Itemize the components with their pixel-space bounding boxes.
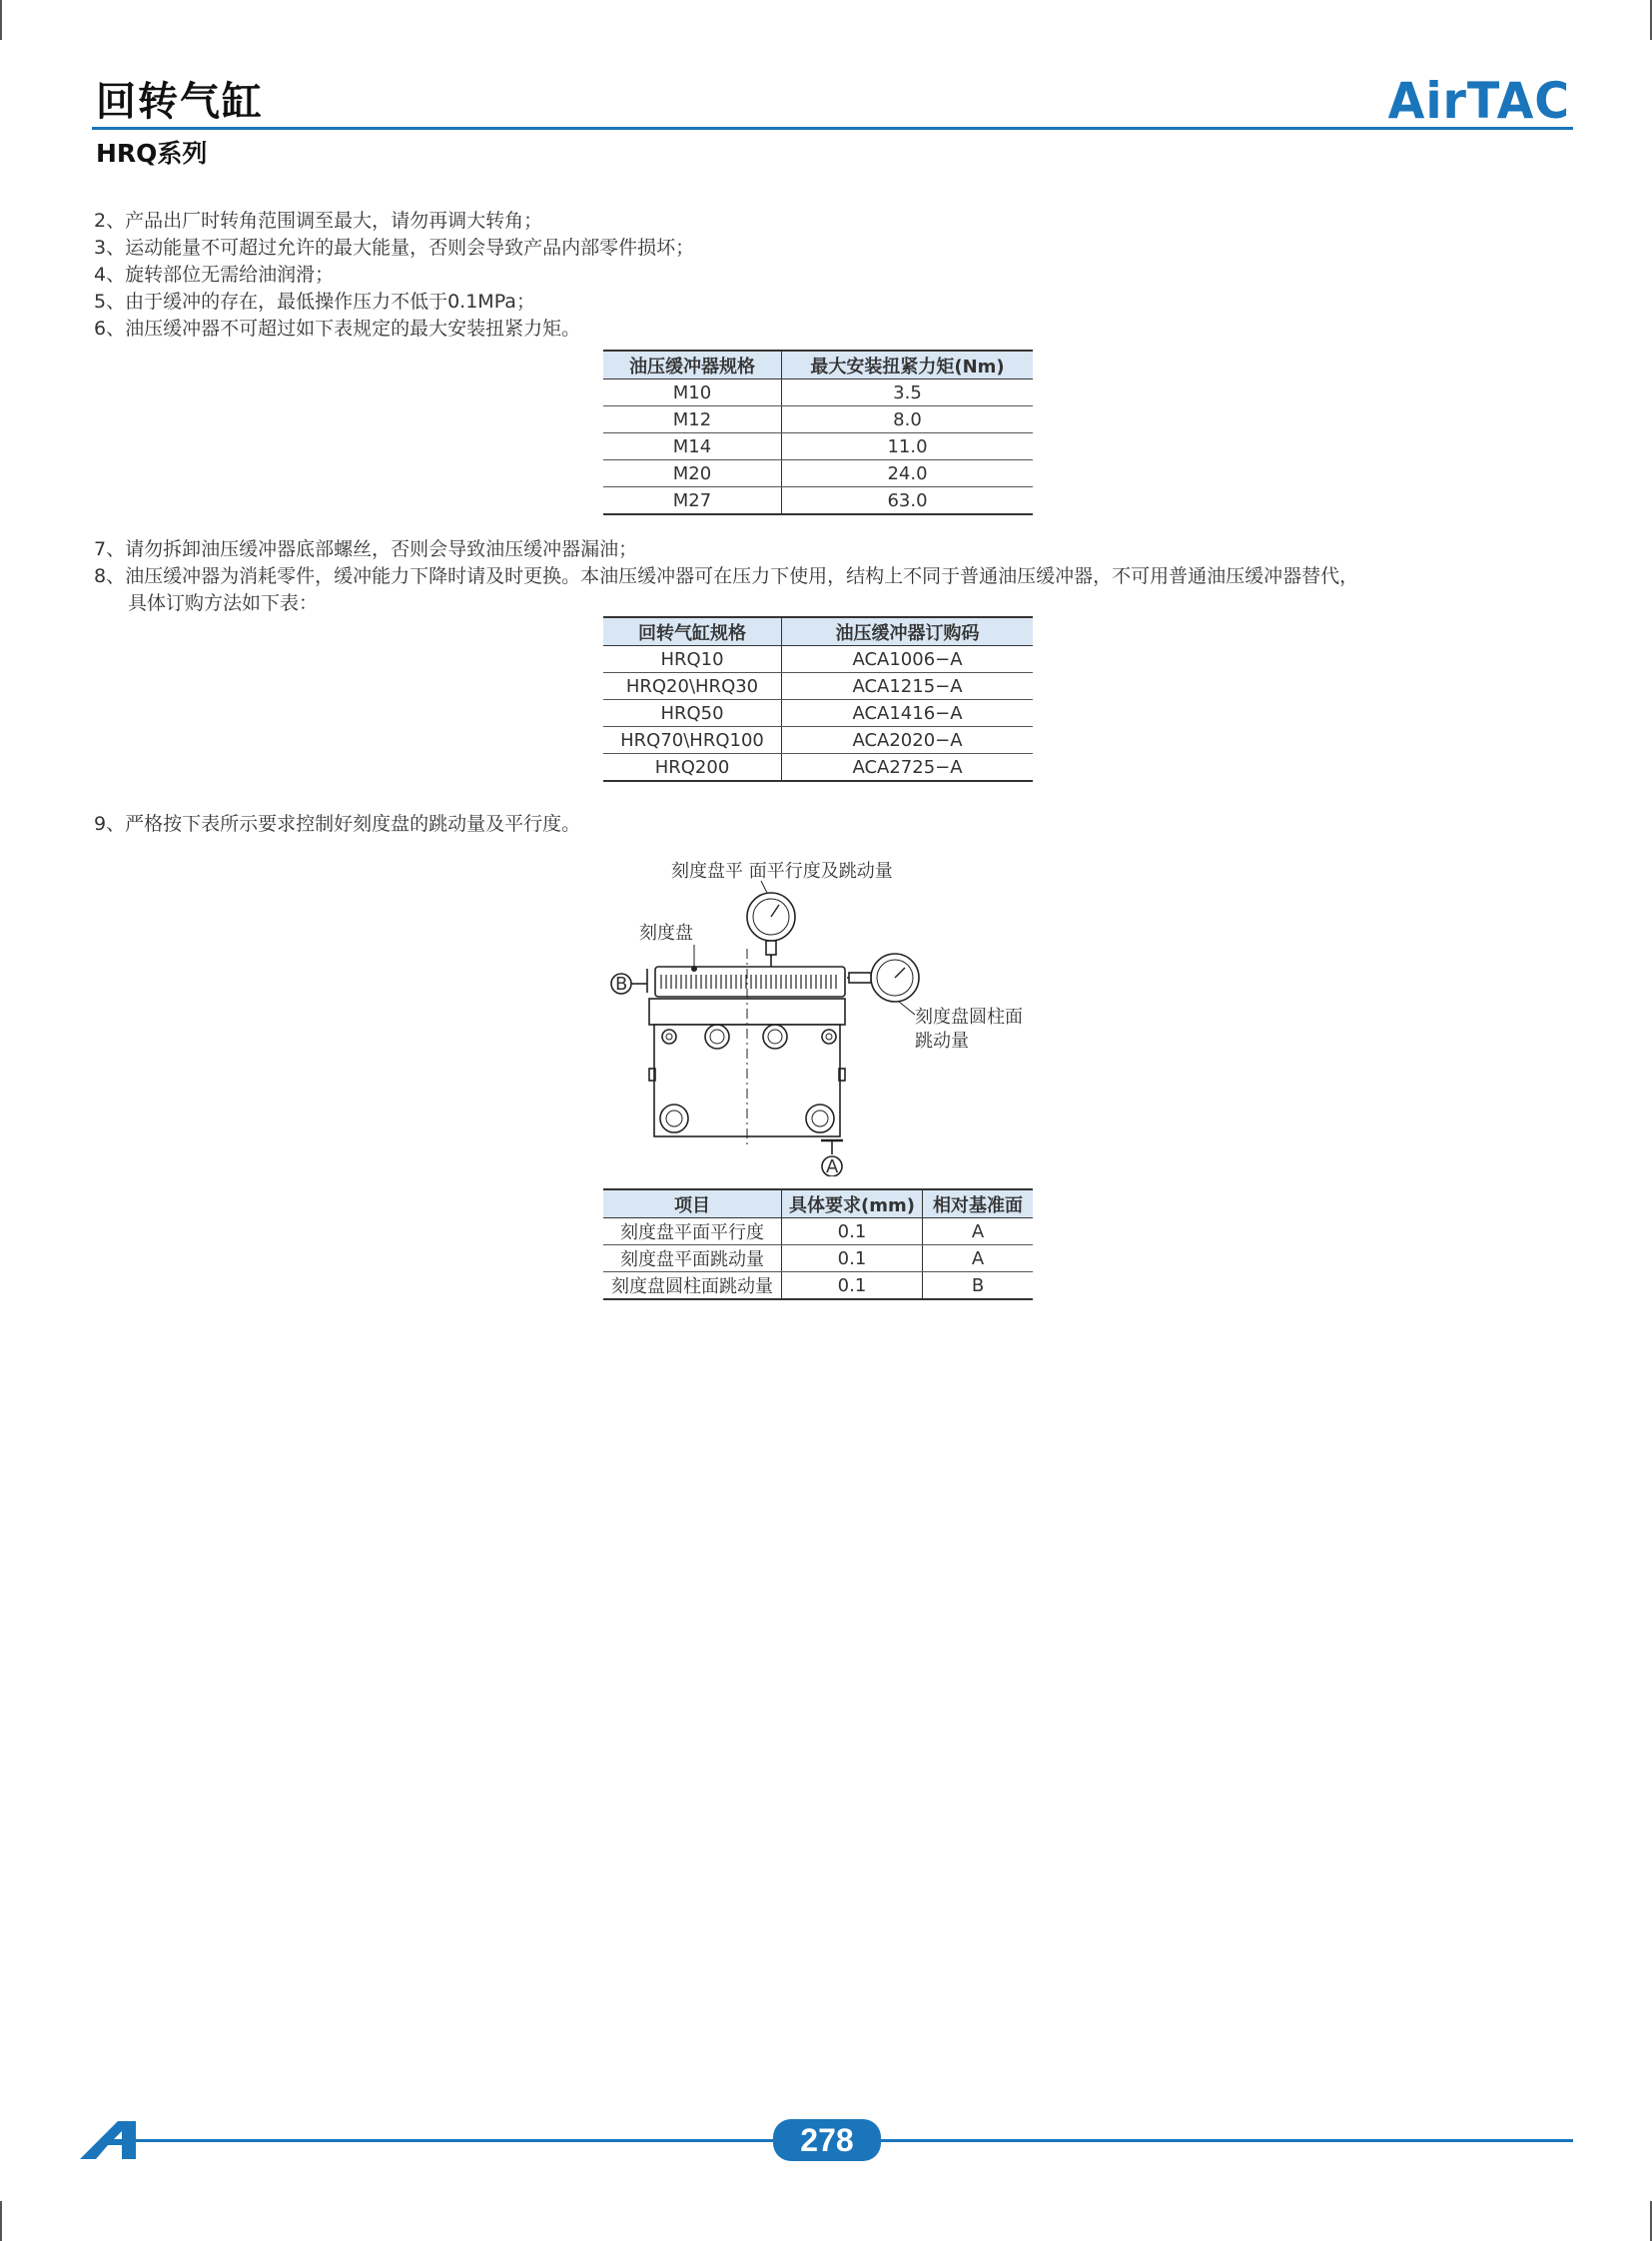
crop-mark [0, 0, 2, 40]
table-cell: 8.0 [782, 406, 1034, 433]
table-row [603, 700, 1033, 727]
label-dial: 刻度盘 [639, 923, 693, 944]
table-row [603, 379, 1033, 406]
note-4: 4、旋转部位无需给油润滑； [94, 264, 335, 286]
tolerance-table [603, 1188, 1033, 1300]
header-rule [92, 127, 1573, 130]
order-header-model: 回转气缸规格 [603, 617, 782, 646]
order-header-code: 油压缓冲器订购码 [782, 617, 1034, 646]
table-cell: B [923, 1272, 1034, 1300]
rotary-cylinder-diagram [599, 857, 1059, 1176]
datum-b-label: B [615, 974, 628, 995]
table-cell: 刻度盘圆柱面跳动量 [603, 1272, 782, 1300]
torque-header-spec: 油压缓冲器规格 [603, 351, 782, 379]
table-cell: ACA1215−A [782, 673, 1034, 700]
note-2: 2、产品出厂时转角范围调至最大，请勿再调大转角； [94, 210, 543, 232]
page-number: 278 [773, 2119, 881, 2161]
table-row [603, 1245, 1033, 1272]
table-cell: M27 [603, 487, 782, 515]
table-cell: ACA1416−A [782, 700, 1034, 727]
table-cell: ACA1006−A [782, 646, 1034, 673]
table-cell: HRQ70\HRQ100 [603, 727, 782, 754]
table-cell: 刻度盘平面平行度 [603, 1218, 782, 1245]
table-cell: 3.5 [782, 379, 1034, 406]
note-7: 7、请勿拆卸油压缓冲器底部螺丝，否则会导致油压缓冲器漏油； [94, 538, 638, 560]
page-title: 回转气缸 [96, 79, 264, 125]
crop-mark [0, 2201, 2, 2241]
table-cell: 0.1 [782, 1245, 923, 1272]
note-5: 5、由于缓冲的存在，最低操作压力不低于0.1MPa； [94, 291, 535, 313]
label-cylinder-runout-2: 跳动量 [915, 1031, 969, 1052]
table-cell: A [923, 1245, 1034, 1272]
table-cell: ACA2020−A [782, 727, 1034, 754]
note-8: 8、油压缓冲器为消耗零件，缓冲能力下降时请及时更换。本油压缓冲器可在压力下使用，结构上不同于普通油压缓冲器，不可用普通油压缓冲器替代， [94, 565, 1359, 587]
table-cell: A [923, 1218, 1034, 1245]
table-cell: 24.0 [782, 460, 1034, 487]
table-cell: M14 [603, 433, 782, 460]
note-8-continued: 具体订购方法如下表： [128, 592, 319, 614]
table-cell: 0.1 [782, 1218, 923, 1245]
table-cell: M20 [603, 460, 782, 487]
table-cell: HRQ50 [603, 700, 782, 727]
table-cell: 11.0 [782, 433, 1034, 460]
note-9: 9、严格按下表所示要求控制好刻度盘的跳动量及平行度。 [94, 813, 581, 835]
table-cell: HRQ10 [603, 646, 782, 673]
torque-table [603, 350, 1033, 515]
table-row [603, 754, 1033, 782]
table-cell: M12 [603, 406, 782, 433]
torque-header-torque: 最大安装扭紧力矩(Nm) [782, 351, 1034, 379]
table-row [603, 646, 1033, 673]
order-table [603, 616, 1033, 782]
datum-a-label: A [826, 1156, 839, 1176]
note-3: 3、运动能量不可超过允许的最大能量，否则会导致产品内部零件损坏； [94, 237, 695, 259]
brand-logo: AirTAC [1387, 72, 1570, 130]
table-row [603, 673, 1033, 700]
tolerance-header-datum: 相对基准面 [923, 1189, 1034, 1218]
table-row [603, 460, 1033, 487]
table-cell: HRQ200 [603, 754, 782, 782]
table-row [603, 433, 1033, 460]
table-cell: M10 [603, 379, 782, 406]
label-parallelism: 刻度盘平 面平行度及跳动量 [671, 861, 893, 882]
series-subtitle: HRQ系列 [96, 139, 208, 168]
note-6: 6、油压缓冲器不可超过如下表规定的最大安装扭紧力矩。 [94, 318, 581, 340]
table-cell: 0.1 [782, 1272, 923, 1300]
tolerance-header-item: 项目 [603, 1189, 782, 1218]
table-cell: 63.0 [782, 487, 1034, 515]
table-cell: HRQ20\HRQ30 [603, 673, 782, 700]
table-row [603, 1218, 1033, 1245]
table-row [603, 406, 1033, 433]
table-cell: ACA2725−A [782, 754, 1034, 782]
table-row [603, 1272, 1033, 1300]
tolerance-header-requirement: 具体要求(mm) [782, 1189, 923, 1218]
table-row [603, 487, 1033, 515]
table-row [603, 727, 1033, 754]
label-cylinder-runout-1: 刻度盘圆柱面 [915, 1007, 1023, 1028]
table-cell: 刻度盘平面跳动量 [603, 1245, 782, 1272]
